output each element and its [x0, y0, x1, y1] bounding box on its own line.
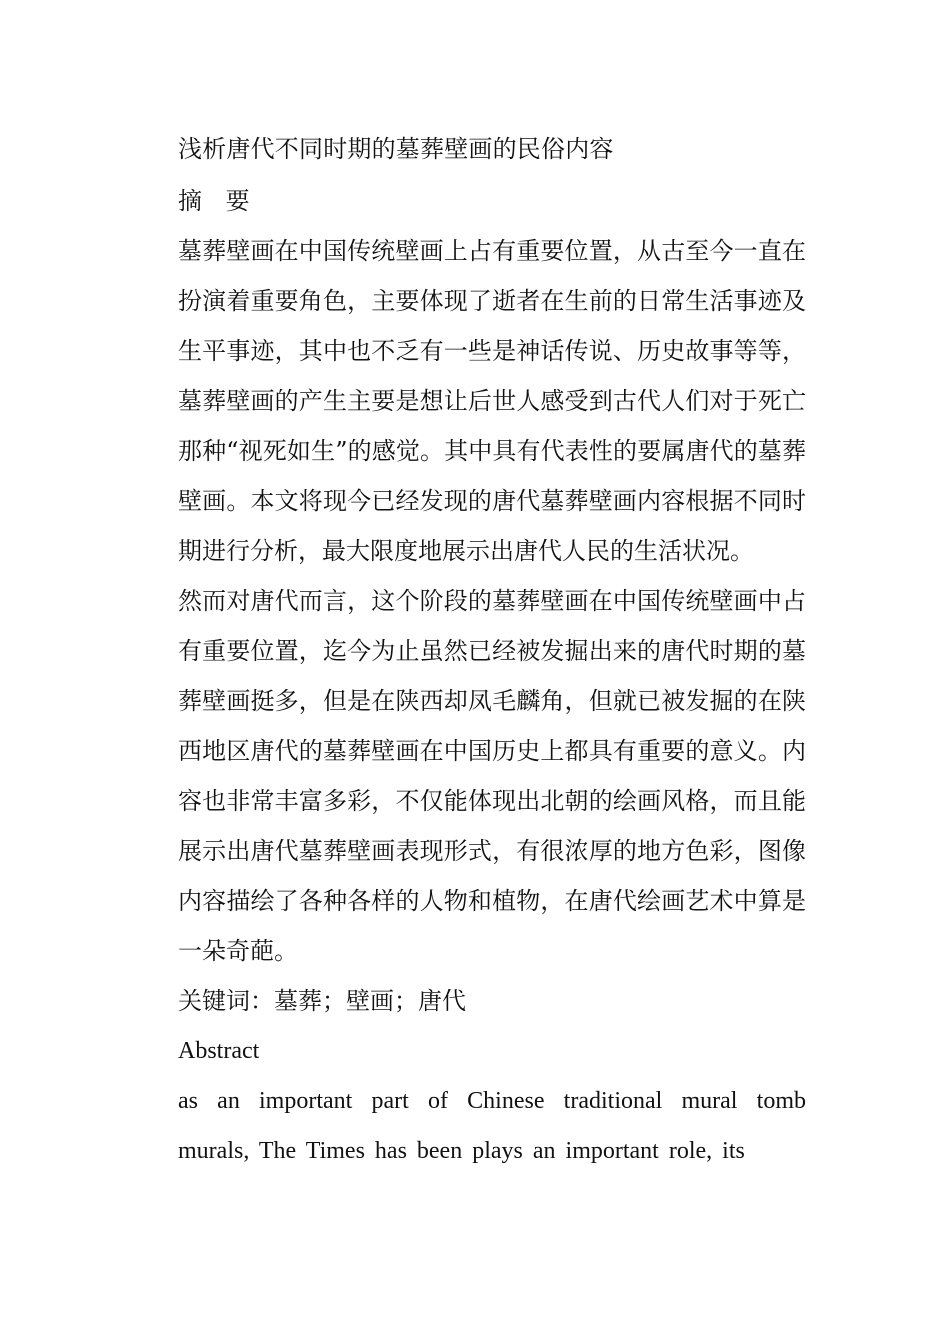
abstract-heading: 摘 要: [178, 187, 258, 215]
abstract-en-paragraph: as an important part of Chinese traditional mural tomb murals, The Times has been plays an important role, its: [178, 1088, 806, 1164]
abstract-paragraph-2: 然而对唐代而言，这个阶段的墓葬壁画在中国传统壁画中占有重要位置，迄今为止虽然已经被发掘出来的唐代时期的墓葬壁画挺多，但是在陕西却凤毛麟角，但就已被发掘的在陕西地区唐代的墓葬壁画在中国历史上都具有重要的意义。内容也非常丰富多彩，不仅能体现出北朝的绘画风格，而且能展示出唐代墓葬壁画表现形式，有很浓厚的地方色彩，图像内容描绘了各种各样的人物和植物，在唐代绘画艺术中算是一朵奇葩。: [178, 587, 806, 965]
abstract-en-heading: Abstract: [178, 1038, 260, 1064]
document-title: 浅析唐代不同时期的墓葬壁画的民俗内容: [178, 135, 614, 163]
keywords-line: 关键词：墓葬；壁画；唐代: [178, 987, 466, 1015]
document-page: [178, 132, 806, 1176]
abstract-paragraph-1: 墓葬壁画在中国传统壁画上占有重要位置，从古至今一直在扮演着重要角色，主要体现了逝者在生前的日常生活事迹及生平事迹，其中也不乏有一些是神话传说、历史故事等等，墓葬壁画的产生主要是想让后世人感受到古代人们对于死亡那种“视死如生”的感觉。其中具有代表性的要属唐代的墓葬壁画。本文将现今已经发现的唐代墓葬壁画内容根据不同时期进行分析，最大限度地展示出唐代人民的生活状况。: [178, 237, 806, 565]
